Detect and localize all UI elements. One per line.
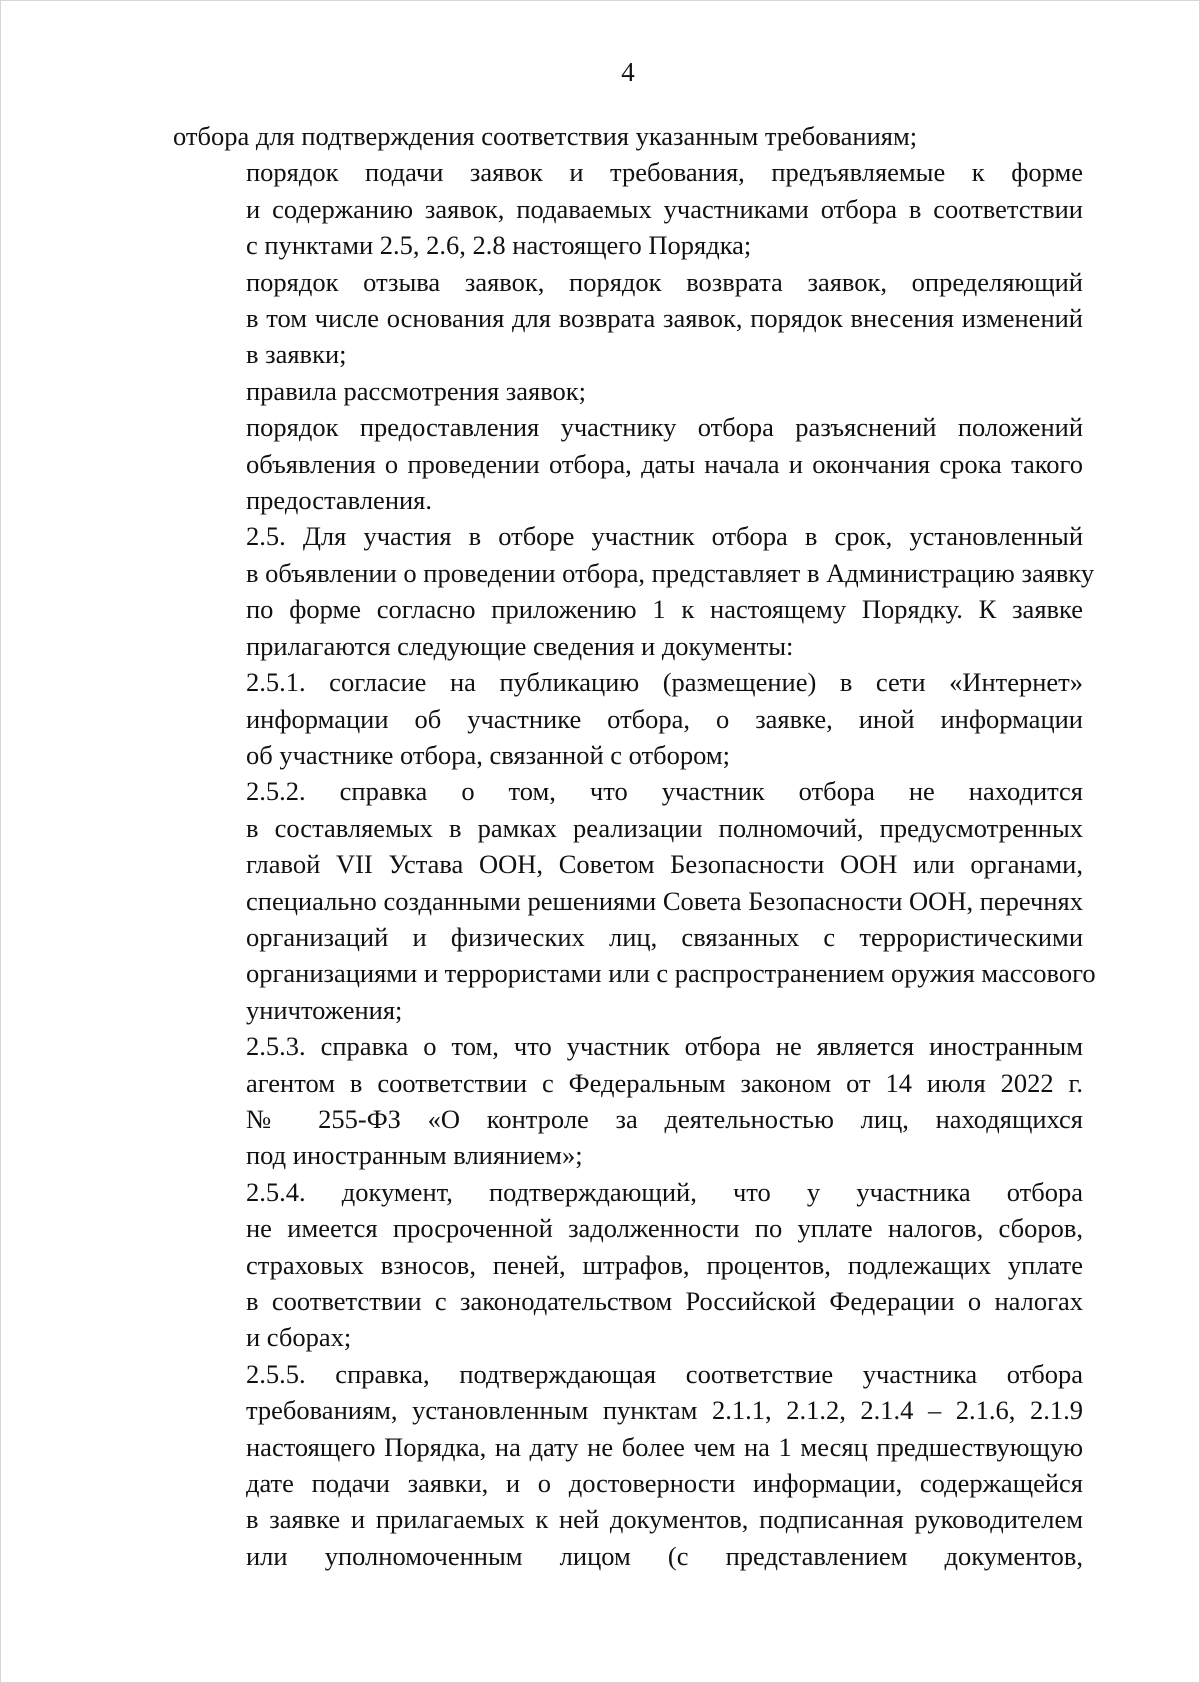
paragraph-p2	[173, 264, 1083, 373]
text-line: специально созданными решениями Совета Безопасности ООН, перечнях	[246, 885, 1083, 916]
text-line: организаций и физических лиц, связанных с террористическими	[246, 921, 1083, 952]
text-line: 2.5.1. согласие на публикацию (размещение) в сети «Интернет»	[246, 667, 1083, 698]
page-number: 4	[621, 57, 635, 87]
paragraph-p0	[173, 118, 1083, 154]
paragraph-p3	[173, 373, 1083, 409]
text-line: уничтожения;	[246, 994, 403, 1025]
text-line: прилагаются следующие сведения и документы:	[246, 630, 794, 661]
text-line: 2.5.3. справка о том, что участник отбора не является иностранным	[246, 1031, 1083, 1062]
paragraph-p4	[173, 409, 1083, 518]
text-line: требованиям, установленным пунктам 2.1.1, 2.1.2, 2.1.4 – 2.1.6, 2.1.9	[246, 1395, 1083, 1426]
text-line: в соответствии с законодательством Российской Федерации о налогах	[246, 1286, 1083, 1316]
text-line: главой VII Устава ООН, Советом Безопасности ООН или органами,	[246, 849, 1083, 880]
paragraph-p6	[173, 664, 1083, 773]
text-line: в составляемых в рамках реализации полномочий, предусмотренных	[246, 812, 1083, 843]
text-line: и содержанию заявок, подаваемых участниками отбора в соответствии	[246, 193, 1083, 224]
text-line: 2.5.4. документ, подтверждающий, что у участника отбора	[246, 1176, 1083, 1207]
paragraph-p5	[173, 518, 1095, 664]
text-line: информации об участнике отбора, о заявке, иной информации	[246, 703, 1083, 734]
text-line: в том числе основания для возврата заявок, порядок внесения изменений	[246, 303, 1083, 334]
text-line: об участнике отбора, связанной с отбором;	[246, 739, 730, 770]
text-line: 2.5. Для участия в отборе участник отбора в срок, установленный	[246, 521, 1083, 552]
text-line: объявления о проведении отбора, даты начала и окончания срока такого	[246, 448, 1083, 479]
text-line: агентом в соответствии с Федеральным законом от 14 июля 2022 г.	[246, 1067, 1083, 1098]
paragraph-p10	[173, 1356, 1083, 1574]
paragraph-p8	[173, 1028, 1083, 1174]
text-line: в заявки;	[246, 339, 347, 370]
paragraph-p1	[173, 154, 1083, 263]
text-line: правила рассмотрения заявок;	[246, 375, 587, 406]
text-line: организациями и террористами или с распространением оружия массового	[246, 958, 1096, 989]
text-line: в заявке и прилагаемых к ней документов, подписанная руководителем	[246, 1504, 1083, 1535]
paragraph-p9	[173, 1174, 1083, 1356]
text-line: порядок отзыва заявок, порядок возврата заявок, определяющий	[246, 266, 1083, 297]
text-line: страховых взносов, пеней, штрафов, процентов, подлежащих уплате	[246, 1249, 1083, 1280]
paragraph-p7	[173, 773, 1096, 1028]
text-line: настоящего Порядка, на дату не более чем на 1 месяц предшествующую	[246, 1431, 1083, 1462]
text-line: отбора для подтверждения соответствия указанным требованиям;	[173, 121, 918, 151]
text-line: 2.5.5. справка, подтверждающая соответствие участника отбора	[246, 1358, 1083, 1389]
text-line: не имеется просроченной задолженности по уплате налогов, сборов,	[246, 1213, 1083, 1244]
text-line: с пунктами 2.5, 2.6, 2.8 настоящего Порядка;	[246, 230, 752, 261]
text-line: 2.5.2. справка о том, что участник отбора не находится	[246, 776, 1083, 807]
text-line: в объявлении о проведении отбора, представляет в Администрацию заявку	[246, 557, 1095, 588]
text-line: предоставления.	[246, 485, 432, 516]
text-line: дате подачи заявки, и о достоверности информации, содержащейся	[246, 1468, 1083, 1499]
text-line: или уполномоченным лицом (с представлением документов,	[246, 1540, 1083, 1571]
text-line: порядок предоставления участнику отбора разъяснений положений	[246, 412, 1083, 443]
text-line: под иностранным влиянием»;	[246, 1140, 583, 1171]
document-body	[173, 118, 1096, 1574]
text-line: и сборах;	[246, 1322, 352, 1353]
text-line: порядок подачи заявок и требования, предъявляемые к форме	[246, 157, 1083, 188]
text-line: по форме согласно приложению 1 к настоящему Порядку. К заявке	[246, 594, 1083, 625]
text-line: № 255-ФЗ «О контроле за деятельностью лиц, находящихся	[246, 1103, 1083, 1134]
